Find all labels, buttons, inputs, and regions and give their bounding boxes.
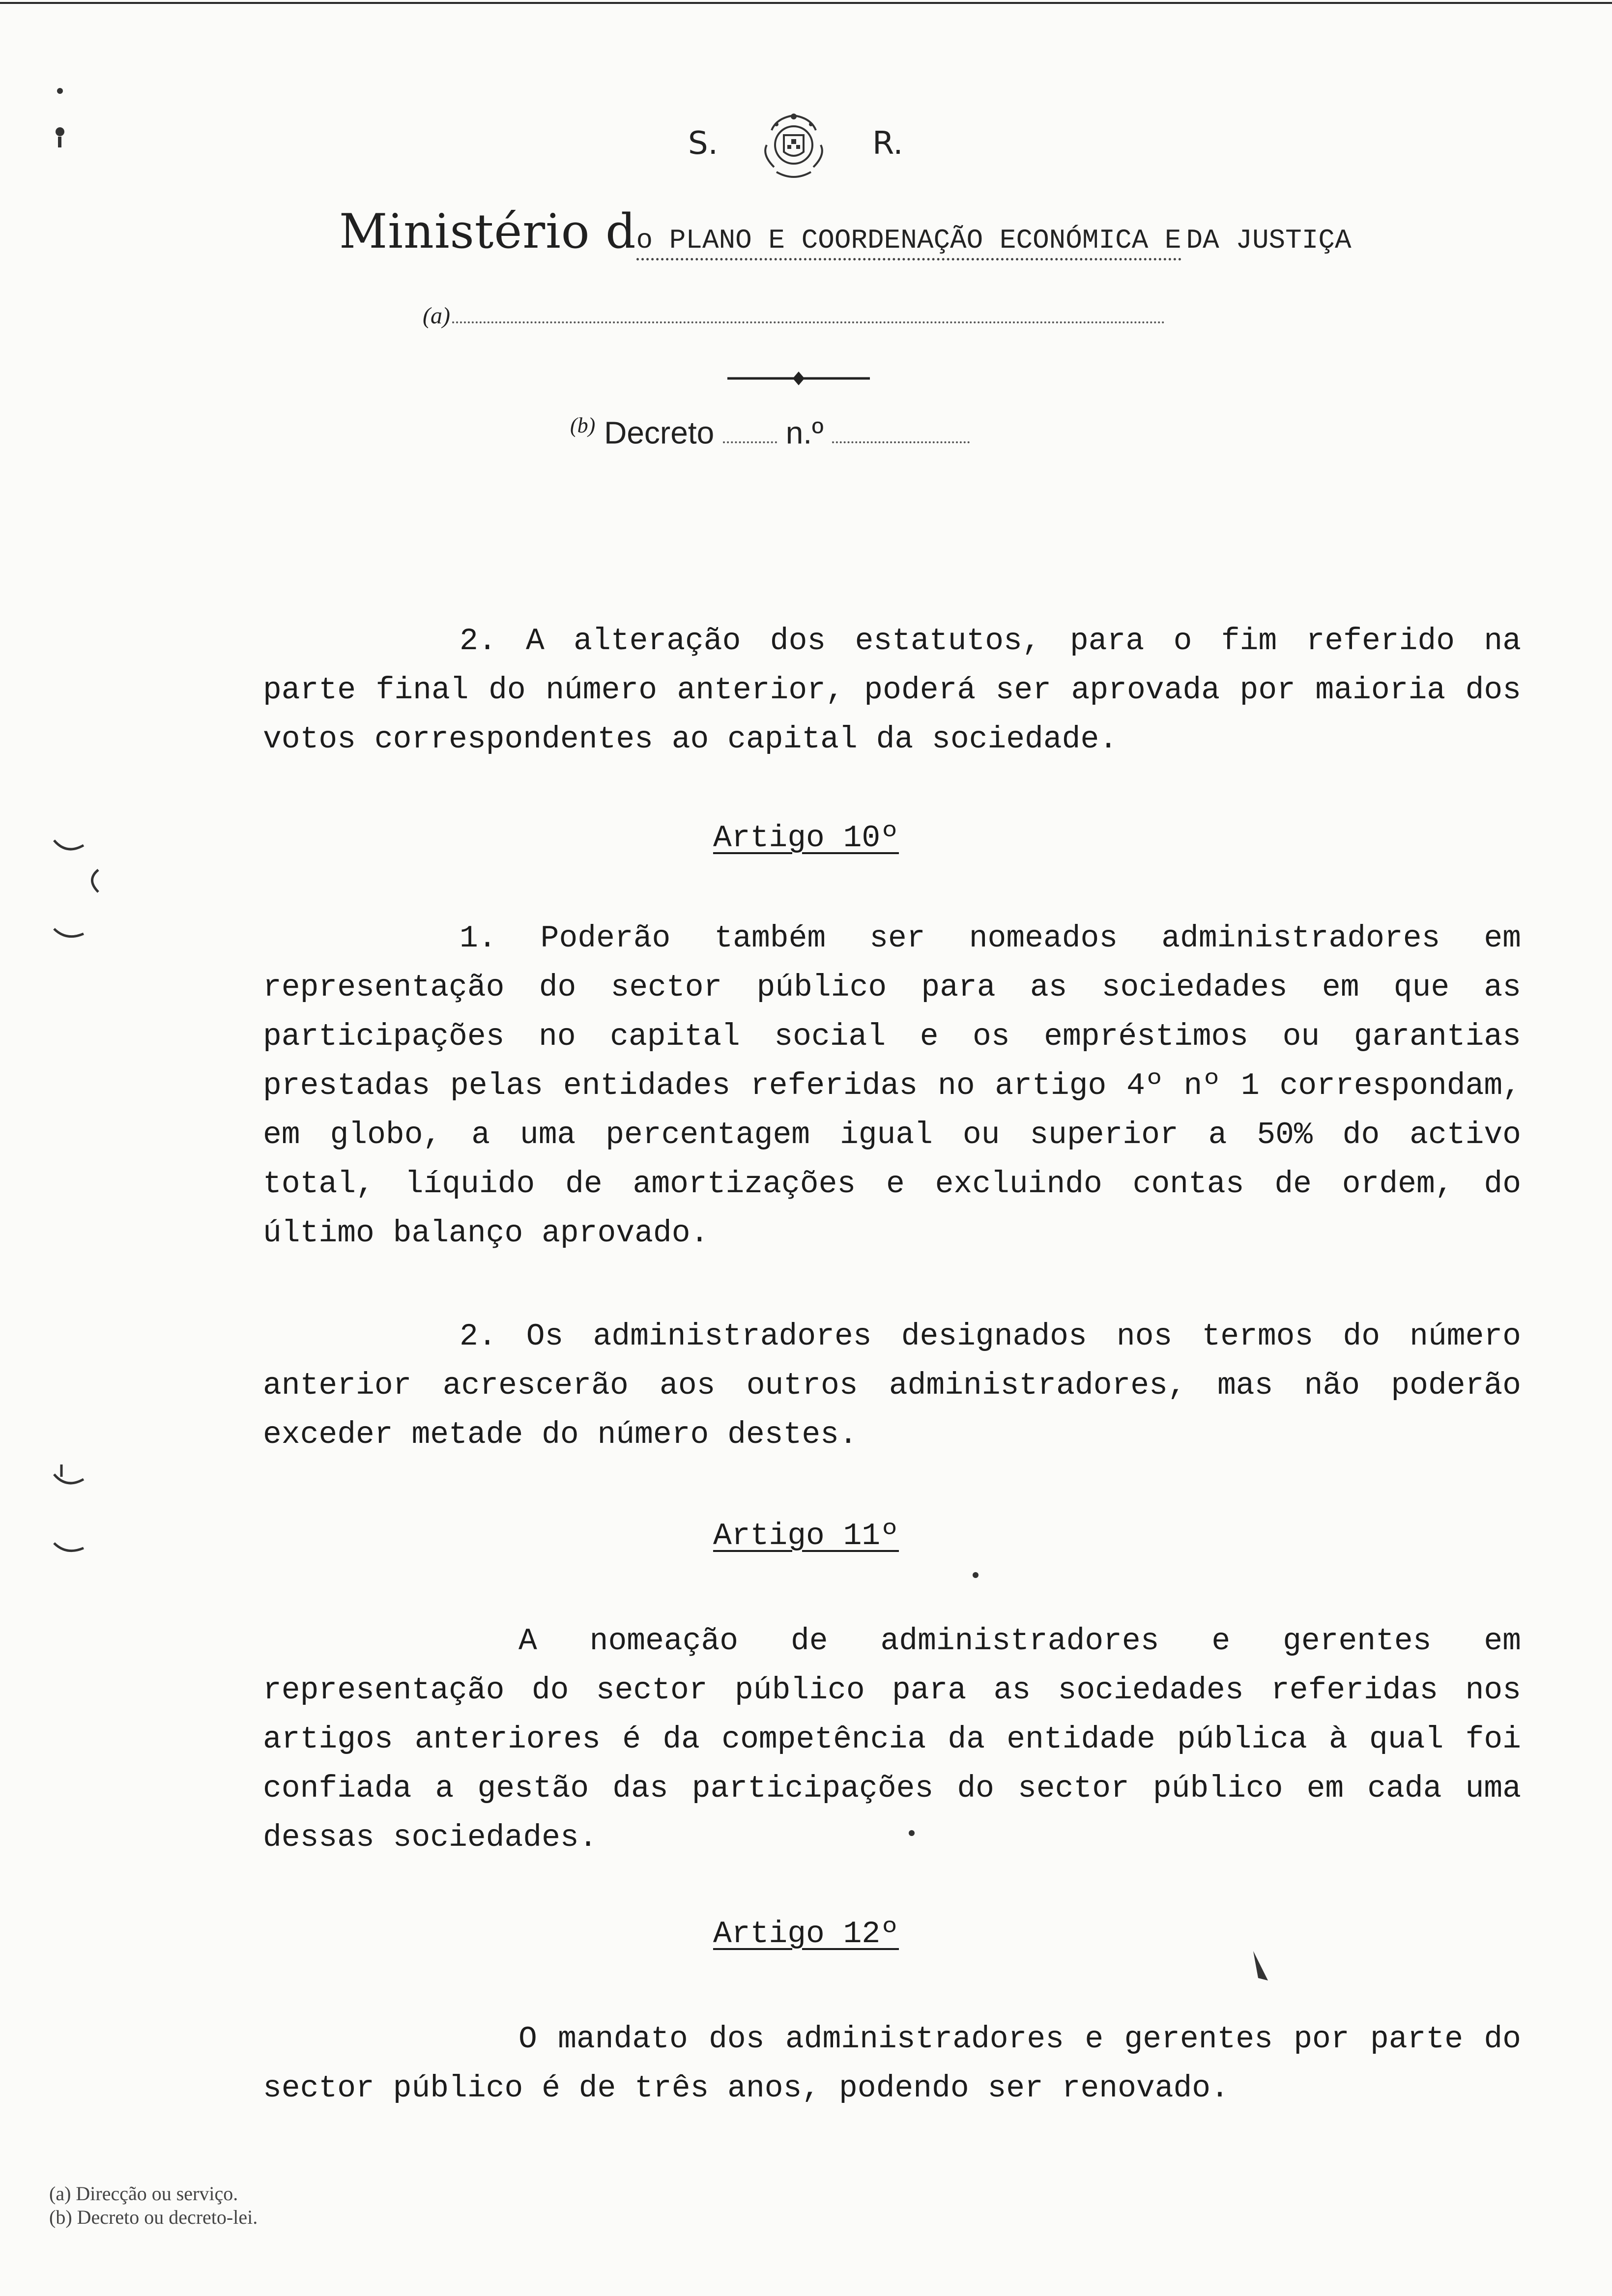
ministry-department: o PLANO E COORDENAÇÃO ECONÓMICA E (636, 225, 1181, 260)
top-border-line (0, 2, 1612, 4)
article-11-paragraph (263, 1617, 1521, 1863)
header-left-letter: S. (688, 125, 718, 162)
ministry-title (339, 204, 1352, 259)
field-a-label: (a) (423, 303, 450, 329)
article-10-paragraph-1-text: 1. Poderão também ser nomeados administradores em representação do sector público para as sociedades em que as participações no capital social e os empréstimos ou garantias prestadas pelas entidades referidas no artigo 4º nº 1 correspondam, em globo, a uma percentagem igual ou superior a 50% do activo total, líquido de amortizações e excluindo contas de ordem, do último balanço aprovado. (263, 921, 1521, 1251)
header-right-letter: R. (872, 125, 903, 162)
field-a (423, 302, 1165, 329)
footnote-a: (a) Direcção ou serviço. (49, 2182, 238, 2205)
article-11-heading (0, 1519, 1612, 1553)
paragraph-2 (263, 617, 1521, 764)
article-12-heading-text: Artigo 12º (713, 1917, 899, 1952)
article-10-heading-text: Artigo 10º (713, 821, 899, 856)
article-10-heading (0, 821, 1612, 856)
article-10-paragraph-1 (263, 914, 1521, 1258)
article-10-paragraph-2 (263, 1312, 1521, 1460)
article-10-paragraph-2-text: 2. Os administradores designados nos termos do número anterior acrescerão aos outros administradores, mas não poderão exceder metade do número destes. (263, 1319, 1521, 1452)
ministry-prefix: Ministério d (339, 204, 636, 259)
article-12-paragraph (263, 2015, 1521, 2113)
article-12-heading (0, 1917, 1612, 1952)
divider-ornament (727, 369, 870, 388)
paragraph-2-text: 2. A alteração dos estatutos, para o fim referido na parte final do número anterior, poderá ser aprovada por maioria dos votos correspondentes ao capital da sociedade. (263, 624, 1521, 757)
footnote-b: (b) Decreto ou decreto-lei. (49, 2206, 258, 2228)
decree-dotted-2 (832, 441, 970, 443)
decree-label: Decreto (604, 415, 715, 451)
field-a-dotted-line (452, 321, 1165, 323)
article-12-paragraph-text: O mandato dos administradores e gerentes por parte do sector público é de três anos, podendo ser renovado. (263, 2022, 1521, 2106)
decree-dotted-1 (723, 441, 777, 443)
coat-of-arms-icon (757, 111, 831, 179)
ministry-department-end: DA JUSTIÇA (1186, 225, 1352, 256)
decree-line (570, 413, 970, 451)
article-11-paragraph-text: A nomeação de administradores e gerentes em representação do sector público para as sociedades referidas nos artigos anteriores é da competência da entidade pública à qual foi confiada a gestão das participações do sector público em cada uma dessas sociedades. (263, 1624, 1521, 1855)
article-11-heading-text: Artigo 11º (713, 1519, 899, 1553)
decree-marker: (b) (570, 413, 596, 437)
decree-number-label: n.º (785, 415, 824, 451)
state-header (683, 111, 939, 179)
footnotes (49, 2182, 258, 2229)
